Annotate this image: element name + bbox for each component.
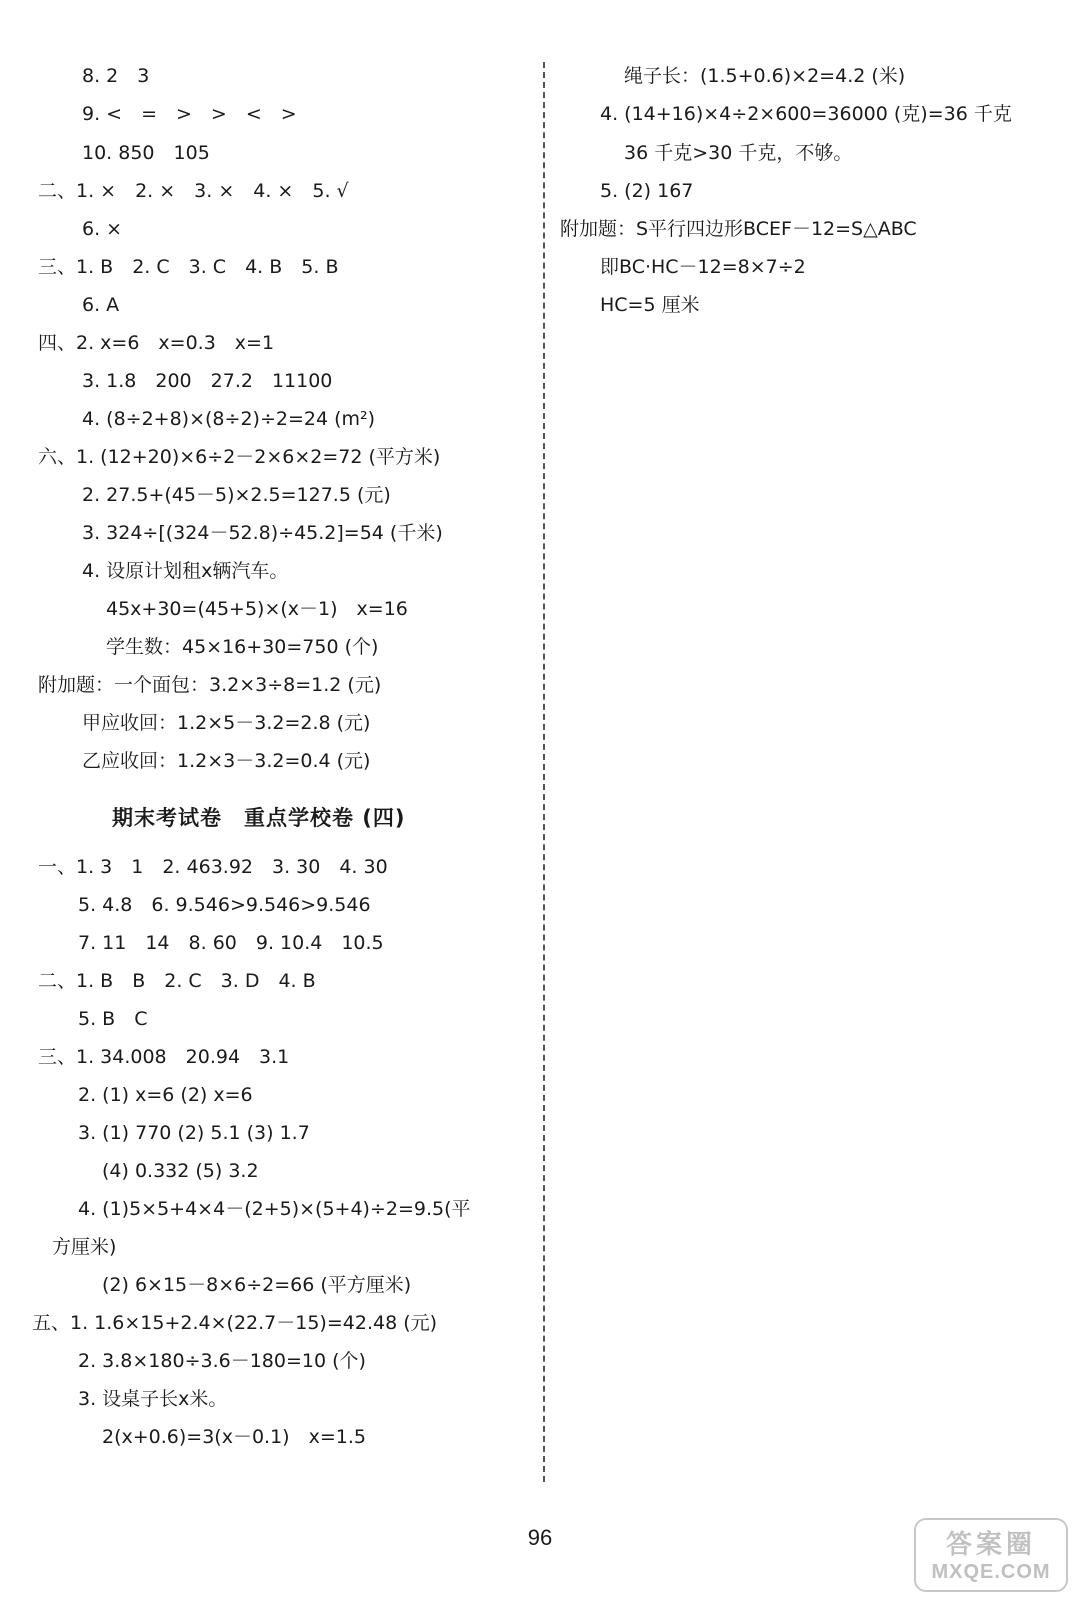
answer-line: 二、1. × 2. × 3. × 4. × 5. √ bbox=[38, 180, 349, 202]
answer-line: 五、1. 1.6×15+2.4×(22.7－15)=42.48 (元) bbox=[32, 1312, 438, 1334]
answer-line: 4. (1)5×5+4×4－(2+5)×(5+4)÷2=9.5(平 bbox=[78, 1198, 471, 1220]
answer-line: 绳子长：(1.5+0.6)×2=4.2 (米) bbox=[624, 65, 906, 87]
answer-line: 3. 324÷[(324－52.8)÷45.2]=54 (千米) bbox=[82, 522, 443, 544]
answer-line: 2. (1) x=6 (2) x=6 bbox=[78, 1084, 253, 1106]
column-divider bbox=[543, 62, 545, 1482]
answer-line: 36 千克>30 千克，不够。 bbox=[624, 142, 853, 164]
answer-line: 附加题：S平行四边形BCEF－12=S△ABC bbox=[560, 218, 917, 240]
answer-line: 5. B C bbox=[78, 1008, 148, 1030]
answer-line: 附加题：一个面包：3.2×3÷8=1.2 (元) bbox=[38, 674, 382, 696]
answer-line: 4. (14+16)×4÷2×600=36000 (克)=36 千克 bbox=[600, 103, 1012, 125]
answer-line: 9. < = > > < > bbox=[82, 103, 297, 125]
answer-line: 5. (2) 167 bbox=[600, 180, 694, 202]
answer-line: 二、1. B B 2. C 3. D 4. B bbox=[38, 970, 316, 992]
answer-line: 10. 850 105 bbox=[82, 142, 210, 164]
answer-line: 四、2. x=6 x=0.3 x=1 bbox=[38, 332, 275, 354]
answer-line: 8. 2 3 bbox=[82, 65, 150, 87]
answer-line: 乙应收回：1.2×3－3.2=0.4 (元) bbox=[82, 750, 371, 772]
answer-line: 6. A bbox=[82, 294, 120, 316]
answer-line: 3. 1.8 200 27.2 11100 bbox=[82, 370, 333, 392]
answer-line: (2) 6×15－8×6÷2=66 (平方厘米) bbox=[102, 1274, 412, 1296]
answer-line: 甲应收回：1.2×5－3.2=2.8 (元) bbox=[82, 712, 371, 734]
answer-line: 学生数：45×16+30=750 (个) bbox=[106, 636, 379, 658]
answer-line: 即BC·HC－12=8×7÷2 bbox=[600, 256, 806, 278]
answer-line: 方厘米) bbox=[52, 1236, 117, 1258]
page-number: 96 bbox=[527, 1525, 553, 1550]
answer-line: 三、1. B 2. C 3. C 4. B 5. B bbox=[38, 256, 339, 278]
answer-line: 一、1. 3 1 2. 463.92 3. 30 4. 30 bbox=[38, 856, 388, 878]
answer-line: 2. 27.5+(45－5)×2.5=127.5 (元) bbox=[82, 484, 391, 506]
answer-line: 5. 4.8 6. 9.546>9.546>9.546 bbox=[78, 894, 371, 916]
watermark-logo bbox=[914, 1518, 1068, 1592]
answer-line: 3. (1) 770 (2) 5.1 (3) 1.7 bbox=[78, 1122, 310, 1144]
answer-line: 45x+30=(45+5)×(x－1) x=16 bbox=[106, 598, 408, 620]
answer-line: 4. 设原计划租x辆汽车。 bbox=[82, 560, 289, 582]
answer-line: 2. 3.8×180÷3.6－180=10 (个) bbox=[78, 1350, 366, 1372]
answer-line: 三、1. 34.008 20.94 3.1 bbox=[38, 1046, 290, 1068]
answer-line: 2(x+0.6)=3(x－0.1) x=1.5 bbox=[102, 1426, 366, 1448]
answer-line: 六、1. (12+20)×6÷2－2×6×2=72 (平方米) bbox=[38, 446, 441, 468]
section-title: 期末考试卷 重点学校卷 (四) bbox=[112, 806, 406, 830]
watermark-url: MXQE.COM bbox=[931, 1561, 1051, 1583]
answer-line: HC=5 厘米 bbox=[600, 294, 700, 316]
answer-line: 3. 设桌子长x米。 bbox=[78, 1388, 228, 1410]
answer-line: 6. × bbox=[82, 218, 123, 240]
answer-line: 4. (8÷2+8)×(8÷2)÷2=24 (m²) bbox=[82, 408, 376, 430]
watermark-text: 答案圈 bbox=[945, 1529, 1036, 1559]
answer-line: (4) 0.332 (5) 3.2 bbox=[102, 1160, 259, 1182]
answer-line: 7. 11 14 8. 60 9. 10.4 10.5 bbox=[78, 932, 384, 954]
